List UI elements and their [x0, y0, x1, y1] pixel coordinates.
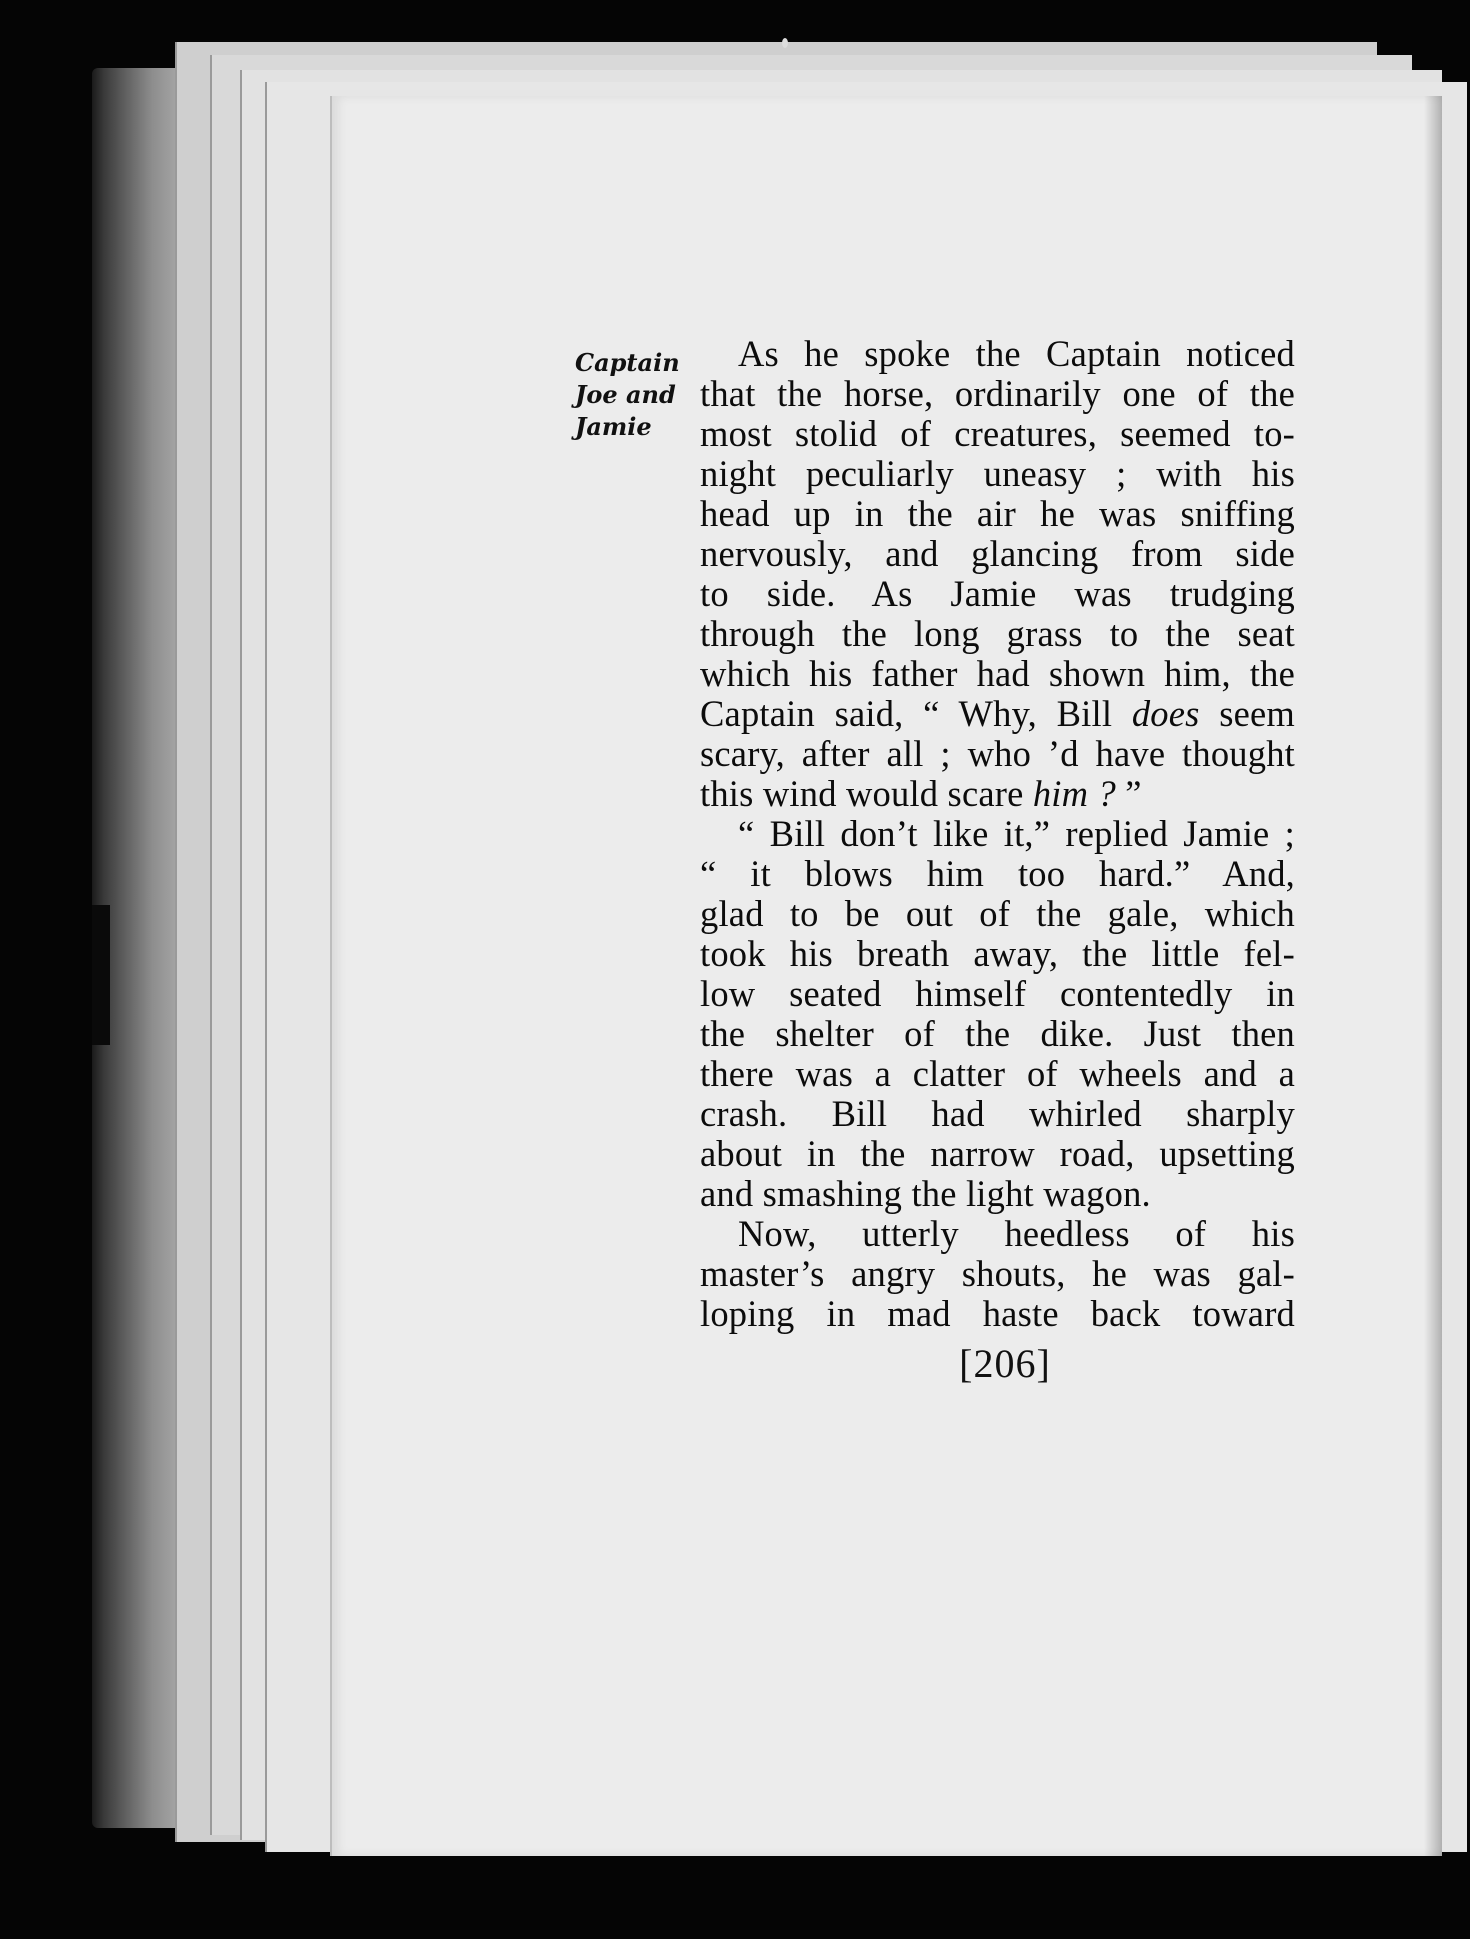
page-edge-shadow [1424, 96, 1442, 1856]
text-line: and smashing the light wagon. [700, 1173, 1151, 1214]
text-line: head up in the air he was sniffing [700, 493, 1295, 534]
text-line: the shelter of the dike. Just then [700, 1013, 1295, 1054]
text-line: “ Bill don’t like it,” replied Jamie ; [738, 813, 1295, 854]
sidenote-line: Joe and [575, 380, 676, 409]
body-text [700, 334, 1295, 1334]
text-line: glad to be out of the gale, which [700, 893, 1295, 934]
text-line: to side. As Jamie was trudging [700, 573, 1295, 614]
text-line: this wind would scare him ? ” [700, 773, 1142, 814]
text-line: master’s angry shouts, he was gal- [700, 1253, 1295, 1294]
text-line: crash. Bill had whirled sharply [700, 1093, 1295, 1134]
text-line: scary, after all ; who ’d have thought [700, 733, 1295, 774]
text-line: nervously, and glancing from side [700, 533, 1295, 574]
text-line: Captain said, “ Why, Bill does seem [700, 693, 1295, 734]
text-line: night peculiarly uneasy ; with his [700, 453, 1295, 494]
text-line: most stolid of creatures, seemed to- [700, 413, 1295, 454]
text-line: which his father had shown him, the [700, 653, 1295, 694]
text-line: “ it blows him too hard.” And, [700, 853, 1295, 894]
page-number: [206] [959, 1341, 1051, 1386]
text-line: about in the narrow road, upsetting [700, 1133, 1295, 1174]
sidenote-line: Jamie [575, 412, 652, 441]
text-line: low seated himself contentedly in [700, 973, 1295, 1014]
text-line: there was a clatter of wheels and a [700, 1053, 1295, 1094]
text-line: As he spoke the Captain noticed [738, 333, 1295, 374]
text-line: that the horse, ordinarily one of the [700, 373, 1295, 414]
text-line: loping in mad haste back toward [700, 1293, 1295, 1334]
dust-speck [782, 38, 788, 48]
text-line: Now, utterly heedless of his [738, 1213, 1295, 1254]
text-line: took his breath away, the little fel- [700, 933, 1295, 974]
margin-sidenote [575, 347, 685, 443]
spine-shadow [92, 905, 110, 1045]
text-line: through the long grass to the seat [700, 613, 1295, 654]
sidenote-line: Captain [575, 348, 680, 377]
